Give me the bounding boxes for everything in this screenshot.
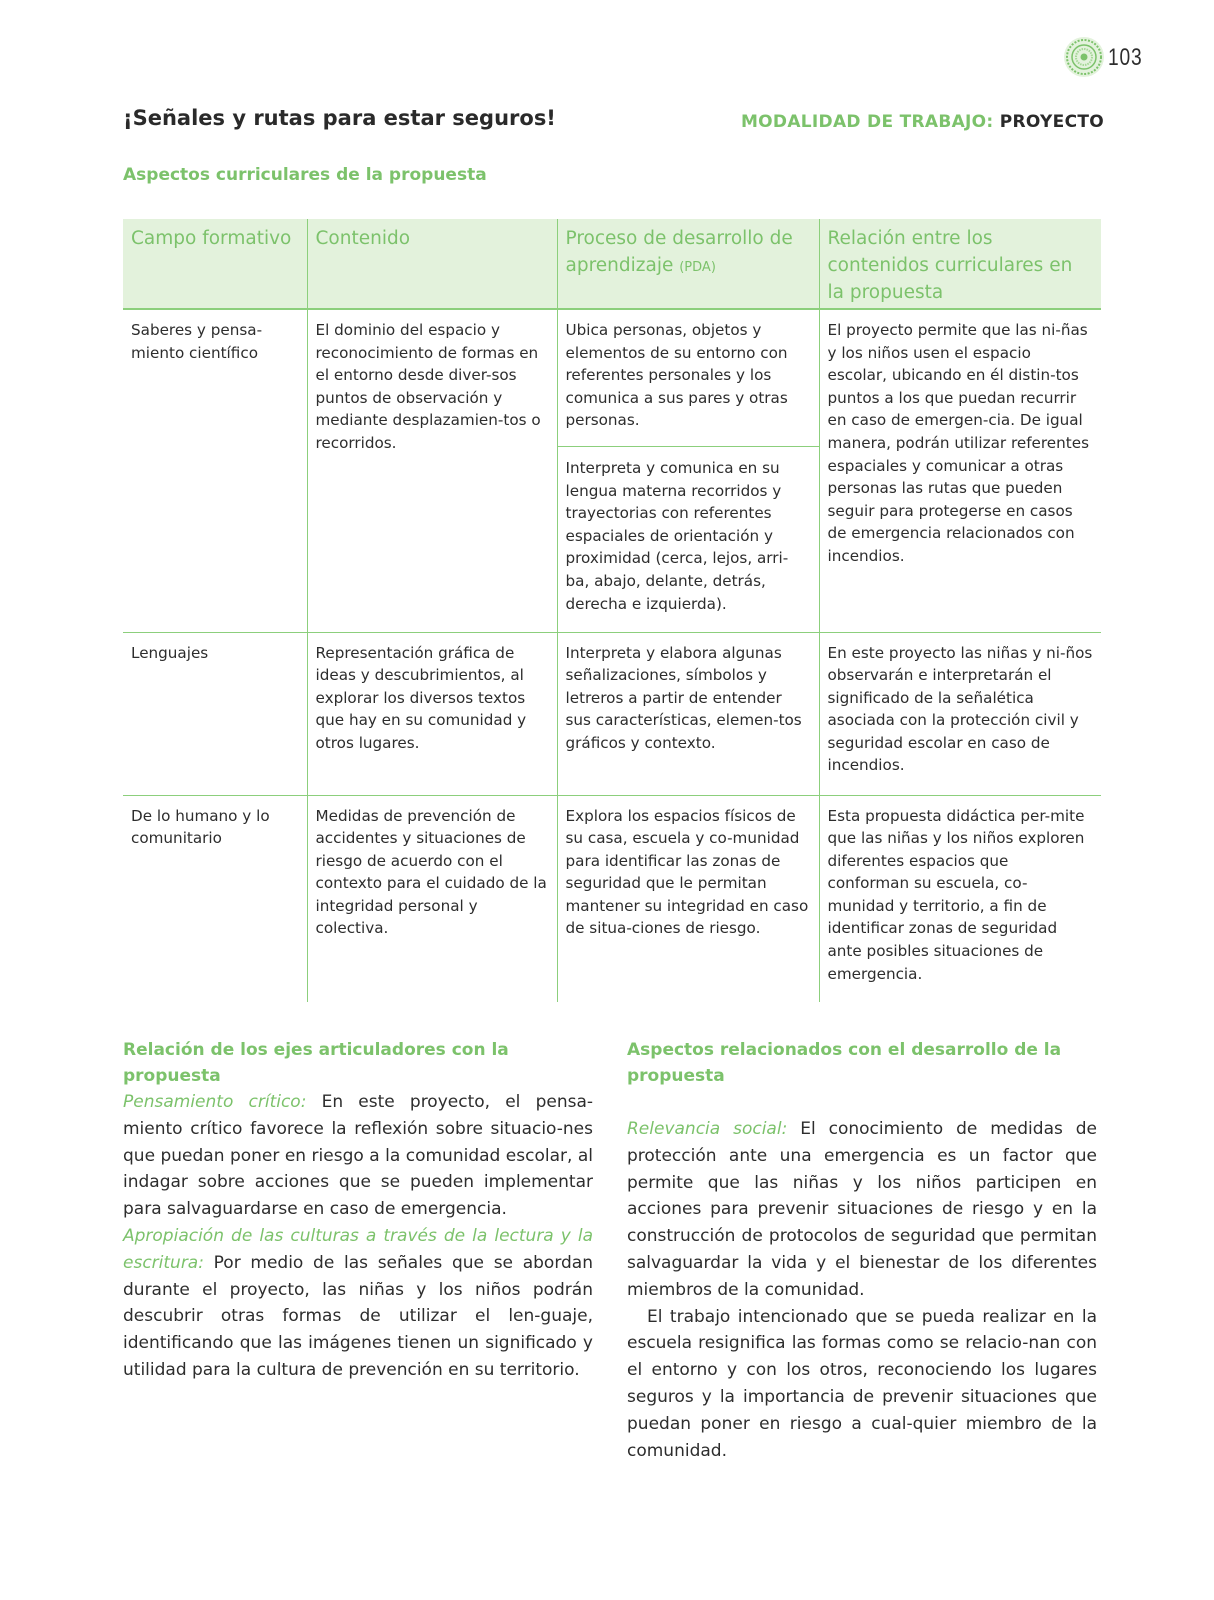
work-modality: [741, 112, 1104, 132]
pda-item: Ubica personas, objetos y elementos de su entorno con referentes personales y los comunica a sus pares y otras personas.: [558, 319, 819, 447]
ejes-text: Por medio de las señales que se abordan durante el proyecto, las niñas y los niños podrán descubrir otras formas de utilizar el len-guaje, identificando que las imágenes tienen un significado y utilidad para la cultura de prevención en su territorio.: [123, 1252, 593, 1380]
cell-contenido: Representación gráfica de ideas y descubrimientos, al explorar los diversos textos que hay en su comunidad y otros lugares.: [307, 632, 557, 795]
header-pda-text: Proceso de desarrollo de aprendizaje: [565, 228, 793, 276]
ejes-term: Pensamiento crítico:: [123, 1092, 307, 1112]
header-pda-abbr: (PDA): [679, 260, 716, 275]
cell-pda: Interpreta y elabora algunas señalizaciones, símbolos y letreros a partir de entender sus características, elemen-tos gráficos y contexto.: [557, 632, 819, 795]
cell-campo: Lenguajes: [123, 632, 307, 795]
header-pda: [557, 219, 819, 309]
cell-contenido: Medidas de prevención de accidentes y situaciones de riesgo de acuerdo con el contexto para el cuidado de la integridad personal y colectiva.: [307, 795, 557, 1002]
cell-pda: [557, 309, 819, 632]
cell-pda: Explora los espacios físicos de su casa, escuela y co-munidad para identificar las zonas de seguridad que le permitan mantener su integridad en caso de situa-ciones de riesgo.: [557, 795, 819, 1002]
cell-campo: Saberes y pensa-miento científico: [123, 309, 307, 632]
curricular-table: [123, 219, 1101, 1002]
ejes-text: En este proyecto, el pensa-miento crítico favorece la reflexión sobre situacio-nes que puedan poner en riesgo a la comunidad escolar, al indagar sobre acciones que se pueden implementar para salvaguardarse en caso de emergencia.: [123, 1092, 593, 1220]
ejes-paragraph: [123, 1223, 593, 1384]
page-title: ¡Señales y rutas para estar seguros!: [123, 106, 556, 130]
table-row: [123, 309, 1101, 632]
header-campo: Campo formativo: [123, 219, 307, 309]
desarrollo-text: El conocimiento de medidas de protección ante una emergencia es un factor que permite que las niñas y los niños participen en acciones para prevenir situaciones de riesgo y en la construcción de protocolos de seguridad que permitan salvaguardar la vida y el bienestar de los diferentes miembros de la comunidad.: [627, 1119, 1097, 1300]
desarrollo-paragraph: El trabajo intencionado que se pueda realizar en la escuela resignifica las formas como se relacio-nan con el entorno y con los otros, reconociendo los lugares seguros y la importancia de prevenir situaciones que puedan poner en riesgo a cual-quier miembro de la comunidad.: [627, 1306, 1097, 1461]
cell-contenido: El dominio del espacio y reconocimiento de formas en el entorno desde diver-sos puntos de observación y mediante desplazamien-tos o recorridos.: [307, 309, 557, 632]
curricular-heading: Aspectos curriculares de la propuesta: [123, 165, 487, 185]
cell-relacion: Esta propuesta didáctica per-mite que las niñas y los niños exploren diferentes espacios que conforman su escuela, co-munidad y territorio, a fin de identificar zonas de seguridad ante posibles situaciones de emergencia.: [819, 795, 1101, 1002]
ejes-body: [123, 1089, 593, 1384]
ejes-term: Apropiación de las culturas a través de la lectura y la escritura:: [123, 1225, 593, 1273]
ejes-heading: Relación de los ejes articuladores con la propuesta: [123, 1040, 509, 1086]
ejes-paragraph: [123, 1089, 593, 1223]
page-number: 103: [1108, 44, 1143, 71]
modality-value: PROYECTO: [999, 112, 1104, 132]
cell-relacion: El proyecto permite que las ni-ñas y los niños usen el espacio escolar, ubicando en él distin-tos puntos a los que puedan recurrir en caso de emergen-cia. De igual manera, podrán utilizar referentes espaciales y comunicar a otras personas las rutas que pueden seguir para protegerse en casos de emergencia relacionados con incendios.: [819, 309, 1101, 632]
desarrollo-body: [627, 1116, 1097, 1464]
cell-campo: De lo humano y lo comunitario: [131, 806, 270, 848]
table-header-row: [123, 219, 1101, 309]
desarrollo-paragraph: [627, 1116, 1097, 1304]
header-relacion: Relación entre los contenidos curriculares en la propuesta: [819, 219, 1101, 309]
table-row: [123, 795, 1101, 1002]
cell-relacion: En este proyecto las niñas y ni-ños observarán e interpretarán el significado de la señalética asociada con la protección civil y seguridad escolar en caso de incendios.: [819, 632, 1101, 795]
modality-label: MODALIDAD DE TRABAJO:: [740, 112, 994, 132]
header-contenido: Contenido: [307, 219, 557, 309]
pda-item: Interpreta y comunica en su lengua materna recorridos y trayectorias con referentes espaciales de orientación y proximidad (cerca, lejos, arri-ba, abajo, delante, detrás, derecha e izquierda).: [565, 458, 789, 613]
logo-icon: [1063, 36, 1105, 78]
table-row: [123, 632, 1101, 795]
desarrollo-heading: Aspectos relacionados con el desarrollo de la propuesta: [627, 1040, 1062, 1086]
desarrollo-term: Relevancia social:: [627, 1119, 788, 1139]
